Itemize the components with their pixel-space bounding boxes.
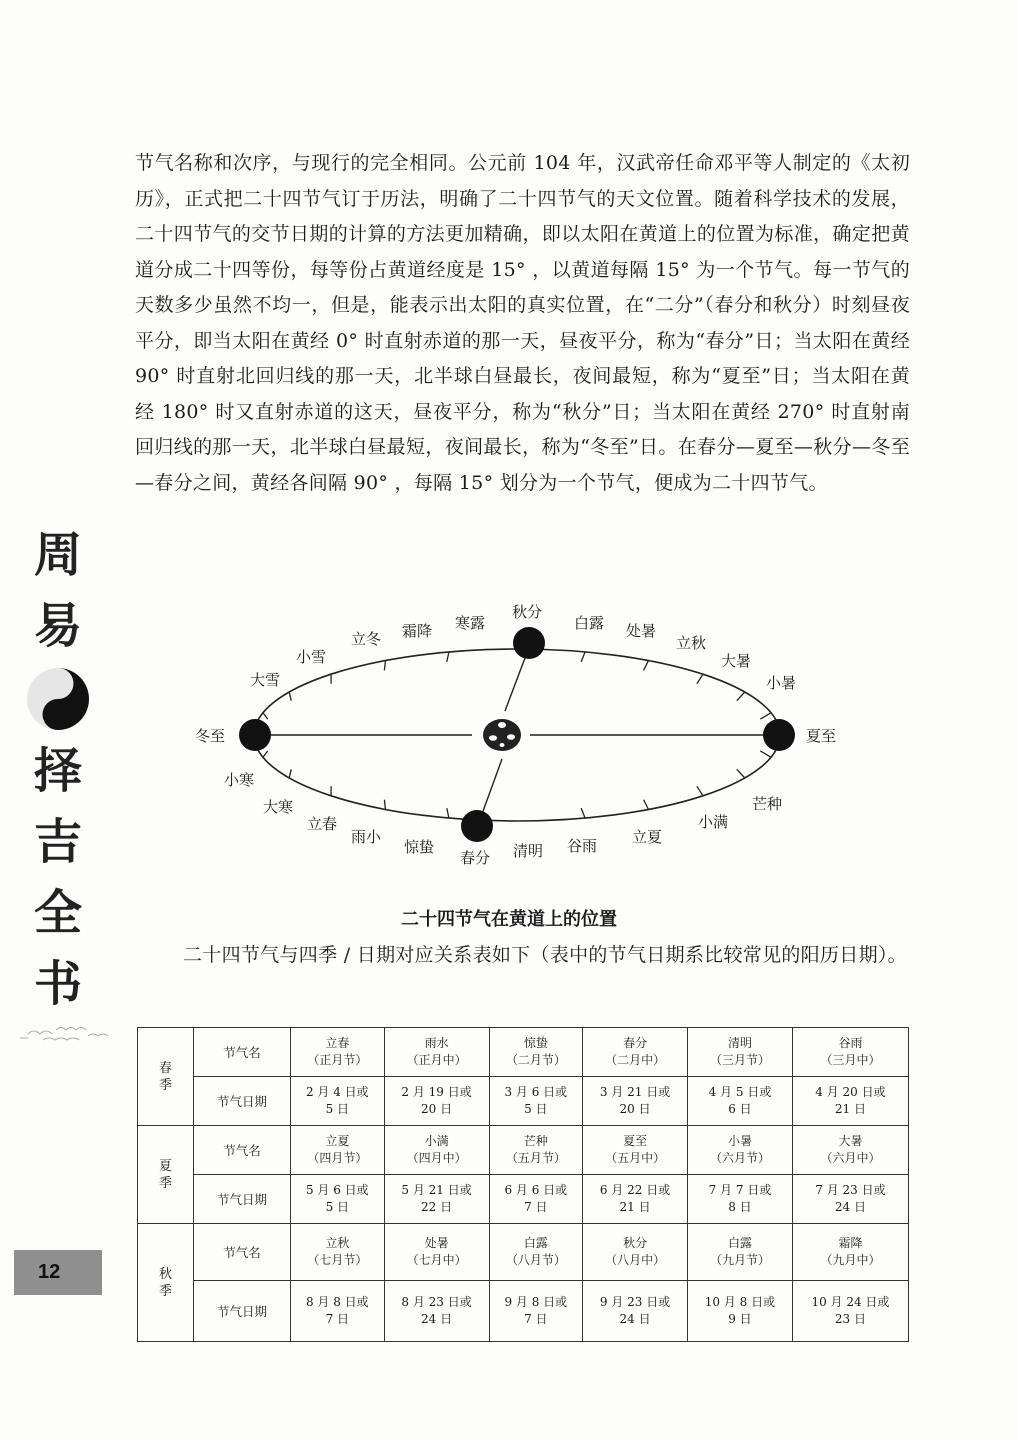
term-date-line: 5 日: [325, 1102, 350, 1116]
label-winter-solstice: 冬至: [195, 727, 226, 745]
term-name: 白露: [727, 1236, 752, 1250]
term-date-line: 9 日: [728, 1312, 752, 1326]
tick-mark: [737, 769, 745, 778]
term-date-cell: [792, 1175, 908, 1224]
term-date-line: 7 日: [524, 1200, 548, 1214]
label-term: 雨小: [351, 828, 382, 846]
yin-yang-icon: [25, 666, 91, 732]
term-date-cell: [583, 1175, 688, 1224]
term-name-cell: [688, 1028, 793, 1077]
label-summer-solstice: 夏至: [806, 727, 837, 745]
label-term: 寒露: [455, 614, 486, 632]
earth-summer-solstice-icon: [763, 719, 795, 751]
term-date-line: 6 日: [728, 1102, 752, 1116]
term-date-line: 24 日: [834, 1200, 866, 1214]
term-date-cell: [489, 1281, 583, 1342]
sun-icon: [483, 719, 521, 751]
label-term: 霜降: [402, 622, 433, 640]
term-date-line: 20 日: [619, 1102, 651, 1116]
label-term: 立春: [307, 815, 338, 833]
term-month: （五月中）: [605, 1151, 666, 1165]
term-date-line: 24 日: [421, 1312, 453, 1326]
term-date-line: 5 日: [325, 1200, 350, 1214]
term-name: 春分: [623, 1036, 648, 1050]
term-month: （正月中）: [406, 1053, 467, 1067]
tick-mark: [263, 751, 268, 757]
row-label-term-name: 节气名: [194, 1028, 291, 1077]
table-row: [138, 1175, 909, 1224]
term-date-line: 5 月 21 日或: [401, 1183, 472, 1197]
term-date-line: 23 日: [834, 1312, 866, 1326]
book-title-char: 书: [33, 956, 82, 1012]
term-name-cell: [792, 1224, 908, 1281]
term-name: 立秋: [325, 1236, 350, 1250]
term-date-line: 6 月 22 日或: [599, 1183, 671, 1197]
term-name-cell: [291, 1224, 385, 1281]
term-date-cell: [489, 1175, 583, 1224]
term-date-line: 7 月 23 日或: [815, 1183, 886, 1197]
book-title-char: 吉: [33, 814, 82, 870]
term-name: 夏至: [623, 1134, 648, 1148]
term-name-cell: [489, 1028, 583, 1077]
term-month: （八月中）: [605, 1253, 666, 1267]
term-date-cell: [688, 1175, 793, 1224]
label-spring-equinox: 春分: [460, 849, 491, 867]
row-label-term-date: 节气日期: [194, 1281, 291, 1342]
term-name: 立夏: [325, 1134, 350, 1148]
earth-winter-solstice-icon: [239, 719, 271, 751]
label-term: 立冬: [351, 630, 382, 648]
term-month: （三月中）: [820, 1053, 881, 1067]
term-name-cell: [384, 1126, 489, 1175]
tick-mark: [644, 800, 649, 810]
tick-mark: [581, 808, 585, 818]
term-date-cell: [688, 1077, 793, 1126]
row-label-term-date: 节气日期: [194, 1175, 291, 1224]
axis-line: [505, 650, 528, 711]
ecliptic-diagram: [180, 595, 860, 875]
term-month: （四月节）: [307, 1151, 368, 1165]
label-term: 处暑: [626, 622, 657, 640]
tick-mark: [384, 800, 385, 810]
term-date-line: 8 日: [728, 1200, 752, 1214]
term-date-line: 2 月 19 日或: [401, 1085, 472, 1099]
term-month: （六月中）: [820, 1151, 881, 1165]
term-date-line: 9 月 23 日或: [599, 1295, 671, 1309]
term-date-cell: [291, 1077, 385, 1126]
book-title-char: 周: [33, 527, 82, 583]
row-label-term-name: 节气名: [194, 1224, 291, 1281]
book-title-sidebar: [18, 520, 98, 1044]
term-name-cell: [291, 1126, 385, 1175]
label-autumn-equinox: 秋分: [512, 603, 543, 621]
label-term: 立夏: [632, 828, 663, 846]
term-month: （九月节）: [709, 1253, 770, 1267]
term-name-cell: [489, 1224, 583, 1281]
term-name-cell: [384, 1224, 489, 1281]
term-name: 小满: [424, 1134, 449, 1148]
term-name: 惊蛰: [523, 1036, 548, 1050]
term-name-cell: [489, 1126, 583, 1175]
term-date-cell: [792, 1281, 908, 1342]
term-month: （二月节）: [505, 1053, 566, 1067]
label-term: 谷雨: [567, 837, 598, 855]
season-label: 秋季: [158, 1266, 172, 1299]
label-term: 小满: [698, 813, 729, 831]
tick-mark: [447, 808, 449, 818]
term-month: （七月节）: [307, 1253, 368, 1267]
label-term: 白露: [574, 614, 605, 632]
term-name-cell: [291, 1028, 385, 1077]
term-date-cell: [384, 1281, 489, 1342]
season-label: 春季: [158, 1060, 172, 1093]
cloud-ornament-icon: [18, 1020, 118, 1044]
label-term: 小雪: [296, 648, 327, 666]
label-term: 大暑: [721, 652, 752, 670]
term-name: 芒种: [523, 1134, 548, 1148]
tick-mark: [760, 751, 771, 757]
row-label-term-date: 节气日期: [194, 1077, 291, 1126]
label-term: 大雪: [250, 671, 281, 689]
tick-mark: [737, 692, 745, 701]
term-month: （三月节）: [709, 1053, 770, 1067]
tick-mark: [384, 661, 385, 671]
book-title-char: 择: [33, 743, 82, 799]
term-month: （八月节）: [505, 1253, 566, 1267]
table-row: [138, 1126, 909, 1175]
tick-mark: [697, 674, 703, 684]
body-paragraph: 二十四节气与四季 / 日期对应关系表如下（表中的节气日期系比较常见的阳历日期）。: [183, 944, 907, 966]
table-row: [138, 1077, 909, 1126]
label-term: 小暑: [766, 674, 797, 692]
label-term: 小寒: [224, 771, 255, 789]
tick-mark: [697, 786, 703, 796]
label-term: 惊蛰: [404, 838, 435, 856]
term-name: 谷雨: [838, 1036, 863, 1050]
term-month: （五月节）: [505, 1151, 566, 1165]
page-number: 12: [14, 1250, 102, 1295]
term-date-line: 7 日: [325, 1312, 350, 1326]
book-title-char: 易: [33, 598, 82, 654]
label-term: 大寒: [263, 798, 294, 816]
term-name-cell: [792, 1028, 908, 1077]
term-date-cell: [384, 1175, 489, 1224]
term-month: （七月中）: [406, 1253, 467, 1267]
term-name: 白露: [523, 1236, 548, 1250]
term-date-cell: [291, 1175, 385, 1224]
book-title-char: 全: [33, 885, 82, 941]
solar-terms-table: [137, 1027, 909, 1342]
term-date-line: 3 月 21 日或: [599, 1085, 671, 1099]
term-date-cell: [792, 1077, 908, 1126]
figure-caption: 二十四节气在黄道上的位置: [401, 909, 617, 930]
term-date-line: 7 日: [524, 1312, 548, 1326]
term-date-line: 3 月 6 日或: [504, 1085, 568, 1099]
tick-mark: [289, 769, 291, 778]
table-row: [138, 1224, 909, 1281]
term-name: 清明: [727, 1036, 752, 1050]
term-name-cell: [583, 1224, 688, 1281]
term-month: （九月中）: [820, 1253, 881, 1267]
term-name: 立春: [325, 1036, 350, 1050]
tick-mark: [644, 661, 649, 671]
row-label-term-name: 节气名: [194, 1126, 291, 1175]
tick-mark: [581, 652, 585, 662]
term-date-line: 4 月 5 日或: [708, 1085, 772, 1099]
term-month: （正月节）: [307, 1053, 368, 1067]
label-term: 芒种: [752, 795, 783, 813]
term-name-cell: [583, 1126, 688, 1175]
earth-spring-equinox-icon: [461, 810, 493, 842]
term-month: （二月中）: [605, 1053, 666, 1067]
term-name-cell: [792, 1126, 908, 1175]
earth-autumn-equinox-icon: [513, 627, 545, 659]
term-date-line: 4 月 20 日或: [815, 1085, 886, 1099]
tick-mark: [289, 692, 291, 701]
term-date-line: 21 日: [619, 1200, 651, 1214]
term-name-cell: [583, 1028, 688, 1077]
season-cell: [138, 1126, 194, 1224]
body-paragraph: 节气名称和次序，与现行的完全相同。公元前 104 年，汉武帝任命邓平等人制定的《太初历》，正式把二十四节气订于历法，明确了二十四节气的天文位置。随着科学技术的发展，二十四节气的交节日期的计算的方法更加精确，即以太阳在黄道上的位置为标准，确定把黄道分成二十四等份，每等份占黄道经度是 15° ，以黄道每隔 15° 为一个节气。每一节气的天数多少虽然不均一，但是，能表示出太阳的真实位置，在“二分”（春分和秋分）时刻昼夜平分，即当太阳在黄经 0° 时直射赤道的那一天，昼夜平分，称为“春分”日；当太阳在黄经 90° 时直射北回归线的那一天，北半球白昼最长，夜间最短，称为“夏至”日；当太阳在黄经 180° 时又直射赤道的这天，昼夜平分，称为“秋分”日；当太阳在黄经 270° 时直射南回归线的那一天，北半球白昼最短，夜间最长，称为“冬至”日。在春分—夏至—秋分—冬至—春分之间，黄经各间隔 90° ，每隔 15° 划分为一个节气，便成为二十四节气。: [135, 152, 910, 494]
term-date-line: 5 月 6 日或: [305, 1183, 369, 1197]
tick-mark: [263, 713, 268, 719]
term-date-line: 8 月 23 日或: [401, 1295, 472, 1309]
term-name: 小暑: [727, 1134, 752, 1148]
term-name-cell: [688, 1126, 793, 1175]
term-date-cell: [688, 1281, 793, 1342]
term-date-cell: [384, 1077, 489, 1126]
term-date-line: 2 月 4 日或: [305, 1085, 369, 1099]
term-date-line: 8 月 8 日或: [305, 1295, 369, 1309]
term-date-cell: [583, 1281, 688, 1342]
term-name: 处暑: [424, 1236, 449, 1250]
season-cell: [138, 1224, 194, 1342]
table-row: [138, 1281, 909, 1342]
term-name: 霜降: [838, 1236, 863, 1250]
term-month: （六月节）: [709, 1151, 770, 1165]
term-month: （四月中）: [406, 1151, 467, 1165]
term-name: 秋分: [623, 1236, 648, 1250]
term-name: 雨水: [424, 1036, 449, 1050]
term-name-cell: [384, 1028, 489, 1077]
term-date-line: 24 日: [619, 1312, 651, 1326]
term-name: 大暑: [838, 1134, 863, 1148]
season-label: 夏季: [158, 1158, 172, 1191]
tick-mark: [760, 713, 771, 719]
term-date-line: 22 日: [421, 1200, 453, 1214]
term-date-cell: [489, 1077, 583, 1126]
table-row: [138, 1028, 909, 1077]
term-date-line: 20 日: [421, 1102, 453, 1116]
term-date-line: 7 月 7 日或: [708, 1183, 772, 1197]
term-date-line: 6 月 6 日或: [504, 1183, 568, 1197]
term-date-line: 10 月 8 日或: [704, 1295, 776, 1309]
tick-mark: [447, 652, 449, 662]
term-date-line: 10 月 24 日或: [811, 1295, 890, 1309]
term-date-cell: [291, 1281, 385, 1342]
term-date-line: 5 日: [524, 1102, 548, 1116]
label-term: 立秋: [676, 634, 707, 652]
term-date-line: 21 日: [834, 1102, 866, 1116]
term-name-cell: [688, 1224, 793, 1281]
label-term: 清明: [513, 842, 544, 860]
term-date-line: 9 月 8 日或: [504, 1295, 568, 1309]
season-cell: [138, 1028, 194, 1126]
term-date-cell: [583, 1077, 688, 1126]
